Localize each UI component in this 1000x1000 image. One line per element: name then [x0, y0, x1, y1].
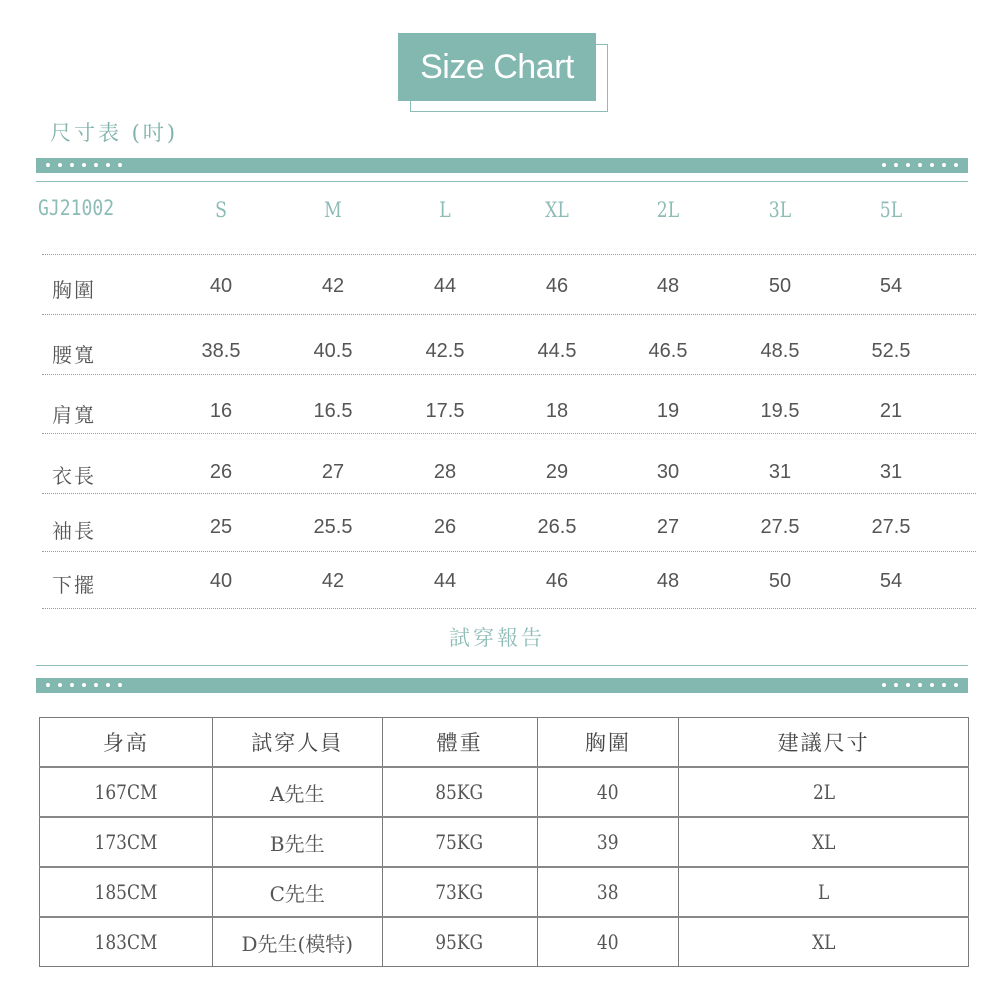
- measurement-value: 46: [545, 570, 569, 592]
- header-recommended-size: 建議尺寸: [679, 718, 969, 768]
- thin-divider-top: [36, 181, 968, 182]
- header-chest: 胸圍: [537, 718, 679, 768]
- cell-recommended-size: L: [679, 867, 969, 917]
- measurement-value: 16: [209, 400, 233, 422]
- measurement-value: 25: [209, 516, 233, 538]
- measurement-value: 26: [209, 461, 233, 483]
- size-header-cell: L: [439, 198, 451, 222]
- header-weight: 體重: [382, 718, 537, 768]
- title-badge: Size Chart: [398, 33, 596, 101]
- cell-weight: 95KG: [382, 917, 537, 967]
- row-divider: [42, 608, 976, 609]
- measurement-value: 48: [656, 570, 680, 592]
- measurement-label: 袖長: [52, 519, 96, 543]
- cell-chest: 39: [537, 817, 679, 867]
- measurement-label: 下擺: [52, 573, 96, 597]
- row-divider: [42, 433, 976, 434]
- table-row: [40, 767, 969, 817]
- cell-recommended-size: XL: [679, 917, 969, 967]
- measurement-value: 27.5: [871, 516, 911, 538]
- row-divider: [42, 314, 976, 315]
- header-tester: 試穿人員: [212, 718, 382, 768]
- measurement-value: 48: [656, 275, 680, 297]
- size-header-cell: 2L: [656, 198, 680, 222]
- size-header-cell: 3L: [768, 198, 792, 222]
- thin-divider-bottom: [36, 665, 968, 666]
- fitting-report-table: [39, 717, 969, 967]
- table-row: [40, 867, 969, 917]
- bar-dots-left: [46, 683, 122, 688]
- size-header-cell: S: [215, 198, 227, 222]
- header-height: 身高: [40, 718, 213, 768]
- cell-chest: 40: [537, 767, 679, 817]
- row-divider: [42, 551, 976, 552]
- cell-recommended-size: XL: [679, 817, 969, 867]
- measurement-value: 40: [209, 275, 233, 297]
- divider-bar-bottom: [36, 678, 968, 693]
- fitting-header-row: [40, 718, 969, 768]
- measurement-value: 31: [879, 461, 903, 483]
- measurement-value: 28: [433, 461, 457, 483]
- measurement-value: 42.5: [425, 340, 465, 362]
- measurement-value: 50: [768, 275, 792, 297]
- measurement-value: 50: [768, 570, 792, 592]
- size-header-cell: XL: [545, 198, 569, 222]
- cell-height: 185CM: [40, 867, 213, 917]
- cell-tester: B先生: [212, 817, 382, 867]
- measurement-label: 衣長: [52, 464, 96, 488]
- measurement-value: 46: [545, 275, 569, 297]
- measurement-value: 27: [656, 516, 680, 538]
- measurement-label: 肩寬: [52, 403, 96, 427]
- measurement-label: 胸圍: [52, 278, 96, 302]
- divider-bar-top: [36, 158, 968, 173]
- measurement-value: 52.5: [871, 340, 911, 362]
- measurement-value: 31: [768, 461, 792, 483]
- cell-chest: 40: [537, 917, 679, 967]
- bar-dots-left: [46, 163, 122, 168]
- cell-height: 183CM: [40, 917, 213, 967]
- measurement-value: 26: [433, 516, 457, 538]
- cell-height: 167CM: [40, 767, 213, 817]
- measurement-value: 18: [545, 400, 569, 422]
- row-divider: [42, 493, 976, 494]
- measurement-value: 54: [879, 275, 903, 297]
- measurement-value: 42: [321, 570, 345, 592]
- measurement-value: 42: [321, 275, 345, 297]
- cell-weight: 75KG: [382, 817, 537, 867]
- size-header-cell: M: [324, 198, 342, 222]
- size-table-subtitle: 尺寸表 (吋): [50, 121, 179, 145]
- measurement-value: 27: [321, 461, 345, 483]
- measurement-value: 38.5: [201, 340, 241, 362]
- cell-chest: 38: [537, 867, 679, 917]
- measurement-value: 25.5: [313, 516, 353, 538]
- measurement-value: 40.5: [313, 340, 353, 362]
- cell-tester: D先生(模特): [212, 917, 382, 967]
- table-row: [40, 917, 969, 967]
- cell-tester: C先生: [212, 867, 382, 917]
- fitting-report-title: 試穿報告: [449, 626, 545, 650]
- measurement-value: 44: [433, 275, 457, 297]
- measurement-value: 46.5: [648, 340, 688, 362]
- measurement-value: 19.5: [760, 400, 800, 422]
- measurement-value: 40: [209, 570, 233, 592]
- measurement-value: 26.5: [537, 516, 577, 538]
- measurement-value: 30: [656, 461, 680, 483]
- measurement-value: 19: [656, 400, 680, 422]
- product-code: GJ21002: [38, 196, 115, 220]
- cell-height: 173CM: [40, 817, 213, 867]
- measurement-value: 16.5: [313, 400, 353, 422]
- measurement-value: 44: [433, 570, 457, 592]
- measurement-value: 29: [545, 461, 569, 483]
- bar-dots-right: [882, 163, 958, 168]
- row-divider: [42, 254, 976, 255]
- measurement-value: 48.5: [760, 340, 800, 362]
- measurement-value: 17.5: [425, 400, 465, 422]
- cell-weight: 85KG: [382, 767, 537, 817]
- measurement-value: 27.5: [760, 516, 800, 538]
- cell-recommended-size: 2L: [679, 767, 969, 817]
- bar-dots-right: [882, 683, 958, 688]
- size-header-cell: 5L: [879, 198, 903, 222]
- cell-tester: A先生: [212, 767, 382, 817]
- row-divider: [42, 374, 976, 375]
- measurement-value: 44.5: [537, 340, 577, 362]
- table-row: [40, 817, 969, 867]
- measurement-label: 腰寬: [52, 343, 96, 367]
- measurement-value: 54: [879, 570, 903, 592]
- cell-weight: 73KG: [382, 867, 537, 917]
- measurement-value: 21: [879, 400, 903, 422]
